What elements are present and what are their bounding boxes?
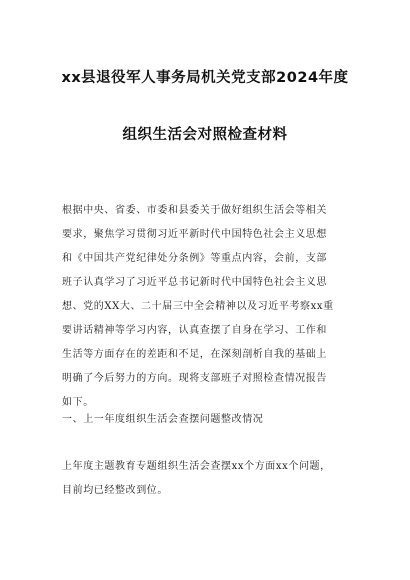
document-title-line-1: xx县退役军人事务局机关党支部2024年度 [61,70,349,86]
intro-line: 想、党的XX大、二十届三中全会精神以及习近平考察xx重 [62,301,334,312]
intro-line: 明确了今后努力的方向。现将支部班子对照检查情况报告 [62,373,327,384]
intro-line: 要讲话精神等学习内容，认真查摆了自身在学习、工作和 [62,325,327,336]
intro-line: 如下。 [62,397,94,408]
section-1-line: 目前均已经整改到位。 [62,485,168,496]
intro-line: 要求，聚焦学习贯彻习近平新时代中国特色社会主义思想 [62,229,327,240]
document-title-line-2: 组织生活会对照检查材料 [122,127,288,143]
intro-line: 根据中央、省委、市委和县委关于做好组织生活会等相关 [62,205,327,216]
intro-line: 班子认真学习了习近平总书记新时代中国特色社会主义思 [62,277,327,288]
section-1-line: 上年度主题教育专题组织生活会查摆xx个方面xx个问题， [62,461,331,472]
section-1-heading: 一、上一年度组织生活会查摆问题整改情况 [62,414,264,425]
intro-line: 和《中国共产党纪律处分条例》等重点内容，会前，支部 [62,253,327,264]
section-1-paragraph [62,455,352,503]
intro-paragraph [62,199,352,415]
intro-line: 生活等方面存在的差距和不足，在深刻剖析自我的基础上 [62,349,327,360]
